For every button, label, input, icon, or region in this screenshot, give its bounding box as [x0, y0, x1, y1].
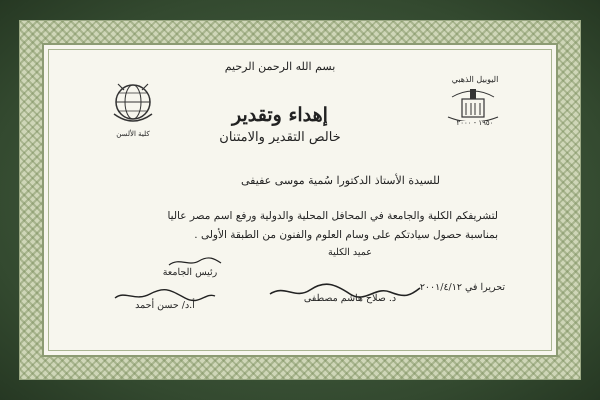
- issue-date: تحريرا في ٢٠٠١/٤/١٢: [419, 282, 505, 293]
- addressee-line: للسيدة الأستاذ الدكتورا سُمية موسى عفيفى: [241, 174, 440, 187]
- president-initial: [165, 255, 225, 269]
- basmala: بسم الله الرحمن الرحيم: [224, 60, 336, 73]
- citation-line-1: لتشريفكم الكلية والجامعة في المحافل المحلية والدولية ورفع اسم مصر عاليا: [167, 210, 498, 222]
- dean-name: د. صلاح هاشم مصطفى: [303, 293, 397, 304]
- faculty-logo: [108, 78, 158, 140]
- dean-title: عميد الكلية: [328, 247, 372, 258]
- globe-icon: [108, 78, 158, 128]
- certificate-subtitle: خالص التقدير والامتنان: [219, 130, 341, 145]
- citation-line-2: بمناسبة حصول سيادتكم على وسام العلوم والفنون من الطبقة الأولى .: [194, 229, 498, 241]
- jubilee-logo: [442, 75, 504, 133]
- jubilee-years-caption: ١٩٥٠ - ٢٠٠٠: [456, 119, 494, 127]
- certificate-title: إهداء وتقدير: [232, 104, 328, 126]
- jubilee-logo-caption: اليوبيل الذهبي: [451, 75, 499, 84]
- faculty-logo-caption: كلية الألسن: [116, 130, 150, 138]
- university-building-icon: [442, 87, 504, 121]
- president-name: أ.د/ حسن أحمد: [135, 300, 195, 311]
- president-title: رئيس الجامعة: [162, 267, 218, 278]
